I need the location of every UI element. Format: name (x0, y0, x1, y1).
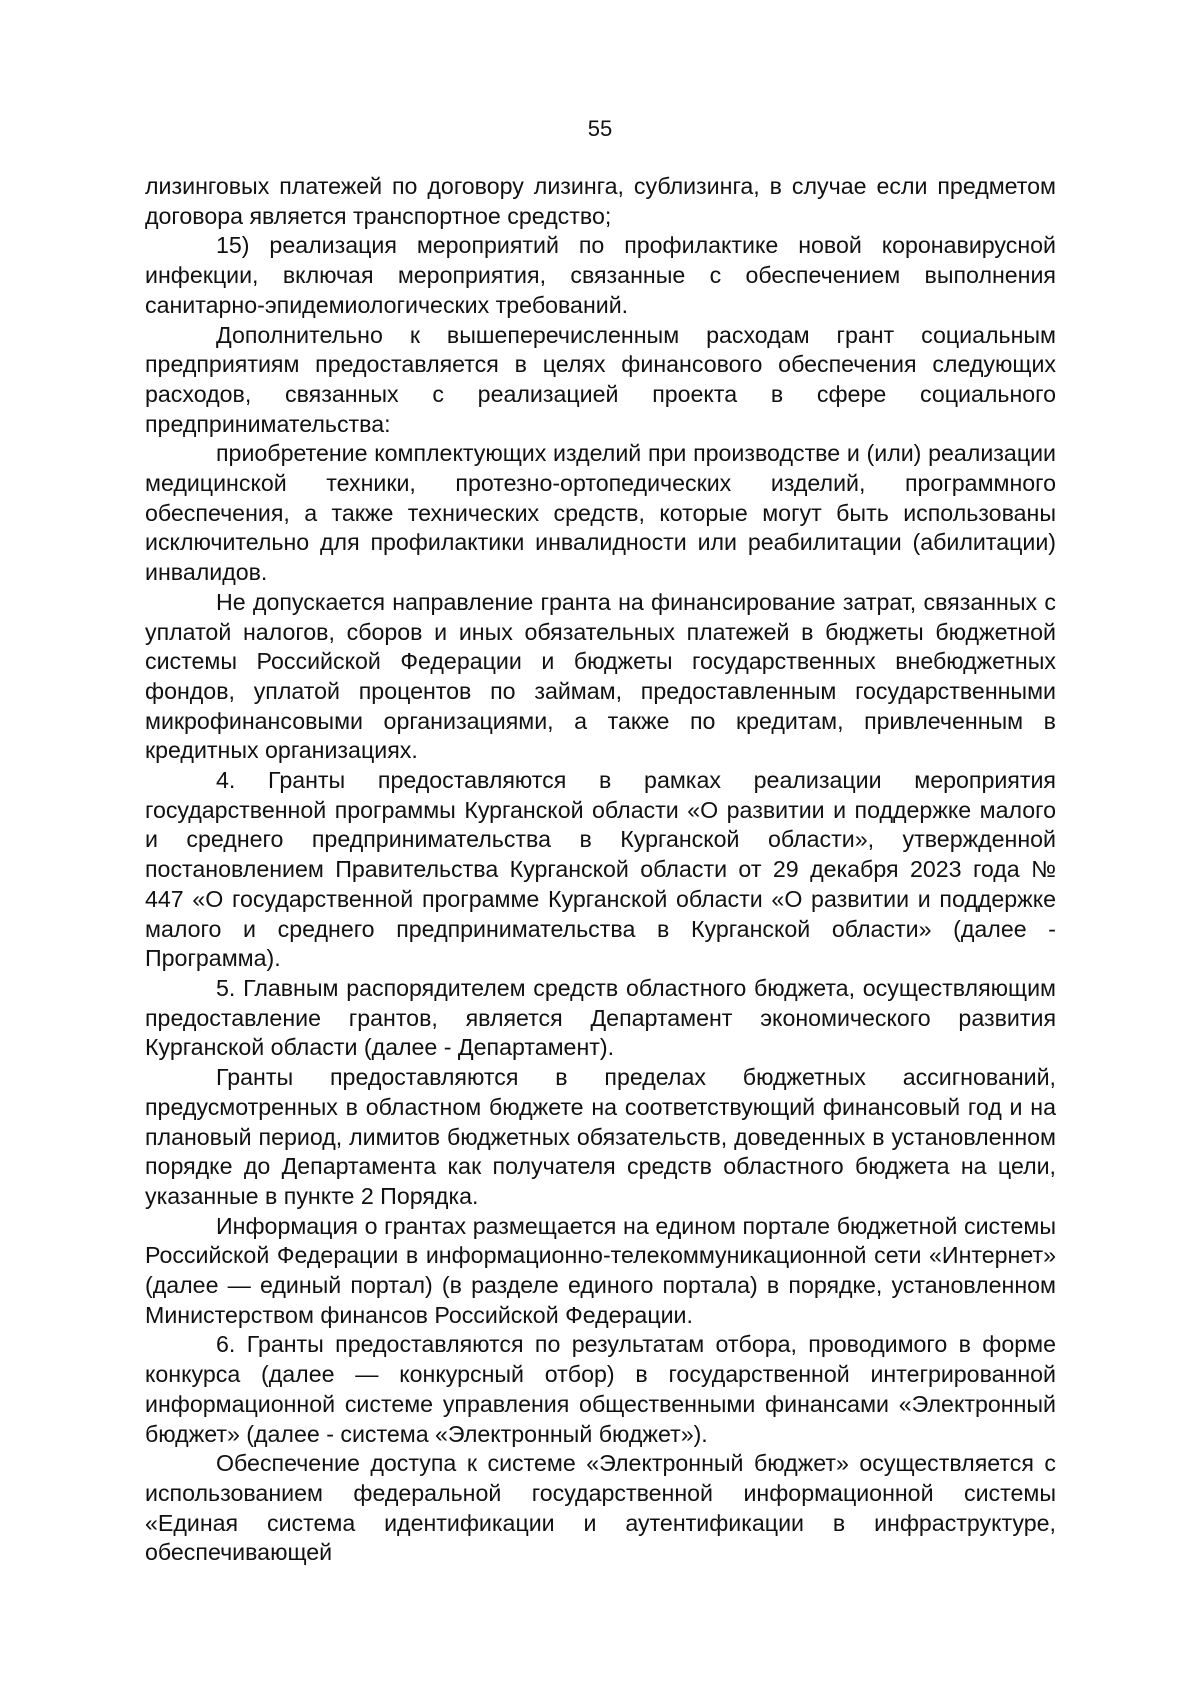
paragraph-item-5: 5. Главным распорядителем средств областного бюджета, осуществляющим предоставление грантов, является Департамент экономического развития Курганской области (далее - Департамент). (145, 974, 1056, 1061)
paragraph-system-access: Обеспечение доступа к системе «Электронный бюджет» осуществляется с использованием федеральной государственной информационной системы «Единая система идентификации и аутентификации в инфраструктуре, обеспечивающей (145, 1450, 1056, 1566)
paragraph-components-purchase: приобретение комплектующих изделий при производстве и (или) реализации медицинской техники, протезно-ортопедических изделий, программного обеспечения, а также технических средств, которые могут быть использованы исключительно для профилактики инвалидности или реабилитации (абилитации) инвалидов. (145, 440, 1056, 586)
paragraph-not-allowed: Не допускается направление гранта на финансирование затрат, связанных с уплатой налогов, сборов и иных обязательных платежей в бюджеты бюджетной системы Российской Федерации и бюджеты государственных внебюджетных фондов, уплатой процентов по займам, предоставленным государственными микрофинансовыми организациями, а также по кредитам, привлеченным в кредитных организациях. (145, 588, 1056, 764)
paragraph-budget-limits: Гранты предоставляются в пределах бюджетных ассигнований, предусмотренных в областном бюджете на соответствующий финансовый год и на плановый период, лимитов бюджетных обязательств, доведенных в установленном порядке до Департамента как получателя средств областного бюджета на цели, указанные в пункте 2 Порядка. (145, 1064, 1056, 1209)
page-number: 55 (587, 116, 613, 141)
paragraph-item-15: 15) реализация мероприятий по профилактике новой коронавирусной инфекции, включая мероприятия, связанные с обеспечением выполнения санитарно-эпидемиологических требований. (145, 232, 1056, 318)
paragraph-leasing-payments: лизинговых платежей по договору лизинга, сублизинга, в случае если предметом договора является транспортное средство; (145, 173, 1056, 229)
paragraph-item-4: 4. Гранты предоставляются в рамках реализации мероприятия государственной программы Курганской области «О развитии и поддержке малого и среднего предпринимательства в Курганской области», утвержденной постановлением Правительства Курганской области от 29 декабря 2023 года № 447 «О государственной программе Курганской области «О развитии и поддержке малого и среднего предпринимательства в Курганской области» (далее - Программа). (145, 767, 1056, 972)
paragraph-additional-expenses: Дополнительно к вышеперечисленным расходам грант социальным предприятиям предоставляется в целях финансового обеспечения следующих расходов, связанных с реализацией проекта в сфере социального предпринимательства: (145, 321, 1056, 437)
paragraph-item-6: 6. Гранты предоставляются по результатам отбора, проводимого в форме конкурса (далее — конкурсный отбор) в государственной интегрированной информационной системе управления общественными финансами «Электронный бюджет» (далее - система «Электронный бюджет»). (145, 1331, 1056, 1447)
document-body (145, 172, 1056, 1568)
paragraph-portal-info: Информация о грантах размещается на едином портале бюджетной системы Российской Федерации в информационно-телекоммуникационной сети «Интернет» (далее — единый портал) (в разделе единого портала) в порядке, установленном Министерством финансов Российской Федерации. (145, 1212, 1056, 1328)
